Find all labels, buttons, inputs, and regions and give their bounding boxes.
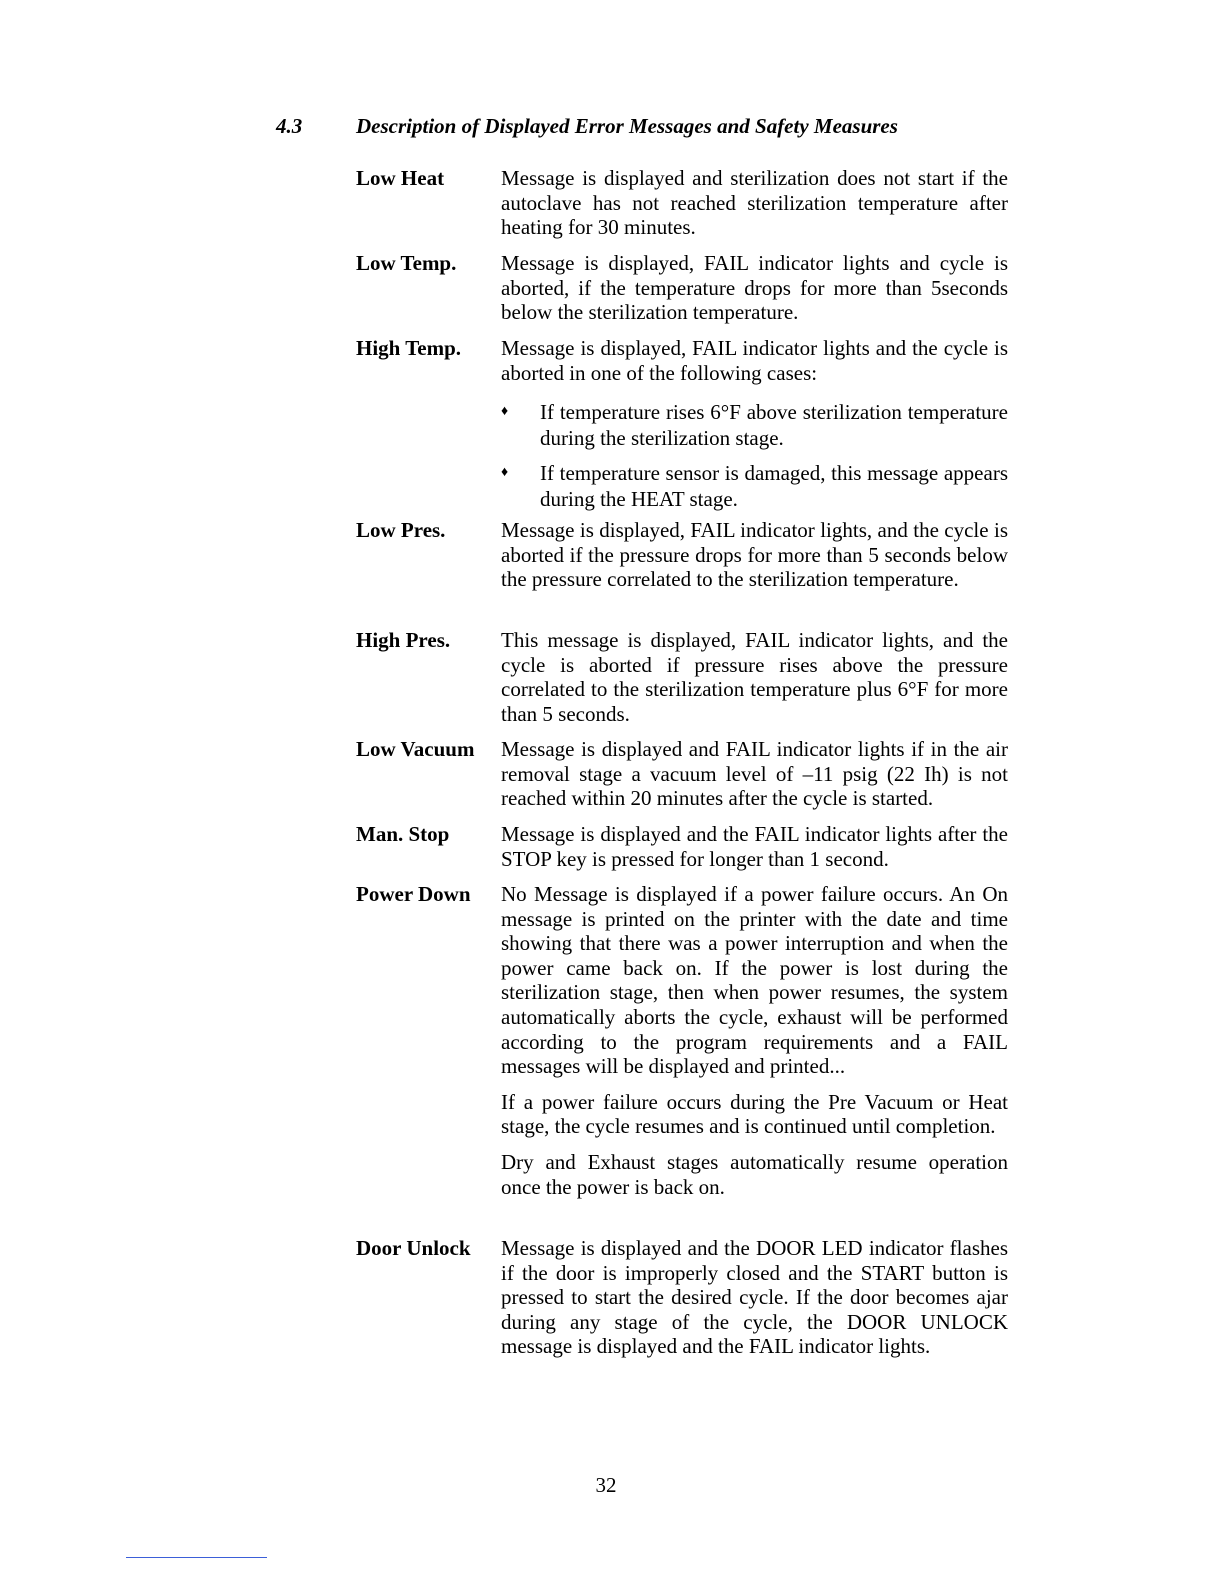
entry-paragraph: Message is displayed, FAIL indicator lights and cycle is aborted, if the temperature drops for more than 5seconds below the sterilization temperature. bbox=[501, 251, 1008, 325]
entry-description bbox=[501, 336, 1008, 512]
entry-paragraph: Dry and Exhaust stages automatically resume operation once the power is back on. bbox=[501, 1149, 1008, 1199]
entry-description bbox=[501, 251, 1008, 325]
entry-high-pres bbox=[356, 628, 1008, 726]
entry-description bbox=[501, 166, 1008, 240]
entry-paragraph: Message is displayed and the FAIL indicator lights after the STOP key is pressed for longer than 1 second. bbox=[501, 822, 1008, 871]
entry-term: Man. Stop bbox=[356, 822, 450, 846]
list-item-text: If temperature sensor is damaged, this message appears during the HEAT stage. bbox=[540, 461, 1008, 512]
entry-description bbox=[501, 882, 1008, 1199]
entry-paragraph: Message is displayed and sterilization does not start if the autoclave has not reached sterilization temperature after heating for 30 minutes. bbox=[501, 166, 1008, 240]
entry-power-down bbox=[356, 882, 1008, 1199]
entry-term: Power Down bbox=[356, 882, 471, 906]
entry-low-pres bbox=[356, 518, 1008, 592]
entry-paragraph: Message is displayed, FAIL indicator lights and the cycle is aborted in one of the following cases: bbox=[501, 336, 1008, 385]
list-item bbox=[501, 460, 1008, 512]
entry-man-stop bbox=[356, 822, 1008, 871]
entry-description bbox=[501, 1236, 1008, 1359]
page-number: 32 bbox=[595, 1473, 617, 1497]
section-number: 4.3 bbox=[276, 114, 303, 138]
entry-term: Door Unlock bbox=[356, 1236, 471, 1260]
entry-description bbox=[501, 822, 1008, 871]
entry-term: High Pres. bbox=[356, 628, 451, 652]
list-item-text: If temperature rises 6°F above sterilization temperature during the sterilization stage. bbox=[540, 400, 1008, 451]
diamond-bullet-icon: ♦ bbox=[501, 404, 509, 420]
entry-paragraph: Message is displayed and the DOOR LED indicator flashes if the door is improperly closed and the START button is pressed to start the desired cycle. If the door becomes ajar during any stage of the cycle, the DOOR UNLOCK message is displayed and the FAIL indicator lights. bbox=[501, 1236, 1008, 1359]
entry-description bbox=[501, 628, 1008, 726]
entry-low-temp bbox=[356, 251, 1008, 325]
entry-paragraph: If a power failure occurs during the Pre Vacuum or Heat stage, the cycle resumes and is continued until completion. bbox=[501, 1089, 1008, 1139]
entry-door-unlock bbox=[356, 1236, 1008, 1359]
entry-paragraph: No Message is displayed if a power failure occurs. An On message is printed on the printer with the date and time showing that there was a power interruption and when the power came back on. If the power is lost during the sterilization stage, then when power resumes, the system automatically aborts the cycle, exhaust will be performed according to the program requirements and a FAIL messages will be displayed and printed... bbox=[501, 882, 1008, 1079]
entry-term: High Temp. bbox=[356, 336, 462, 360]
entry-paragraph: Message is displayed, FAIL indicator lights, and the cycle is aborted if the pressure drops for more than 5 seconds below the pressure correlated to the sterilization temperature. bbox=[501, 518, 1008, 592]
entry-term: Low Pres. bbox=[356, 518, 446, 542]
entry-low-vacuum bbox=[356, 737, 1008, 811]
entry-term: Low Temp. bbox=[356, 251, 457, 275]
case-list bbox=[501, 399, 1008, 512]
entry-high-temp bbox=[356, 336, 1008, 512]
entry-description bbox=[501, 518, 1008, 592]
section-title: Description of Displayed Error Messages and Safety Measures bbox=[356, 114, 898, 138]
entry-term: Low Vacuum bbox=[356, 737, 475, 761]
entry-paragraph: Message is displayed and FAIL indicator lights if in the air removal stage a vacuum level of –11 psig (22 Ih) is not reached within 20 minutes after the cycle is started. bbox=[501, 737, 1008, 811]
section-heading bbox=[276, 114, 898, 139]
diamond-bullet-icon: ♦ bbox=[501, 465, 509, 481]
list-item bbox=[501, 399, 1008, 451]
entry-low-heat bbox=[356, 166, 1008, 240]
footnote-separator bbox=[126, 1557, 267, 1558]
entry-description bbox=[501, 737, 1008, 811]
entry-term: Low Heat bbox=[356, 166, 445, 190]
entry-paragraph: This message is displayed, FAIL indicator lights, and the cycle is aborted if pressure rises above the pressure correlated to the sterilization temperature plus 6°F for more than 5 seconds. bbox=[501, 628, 1008, 726]
